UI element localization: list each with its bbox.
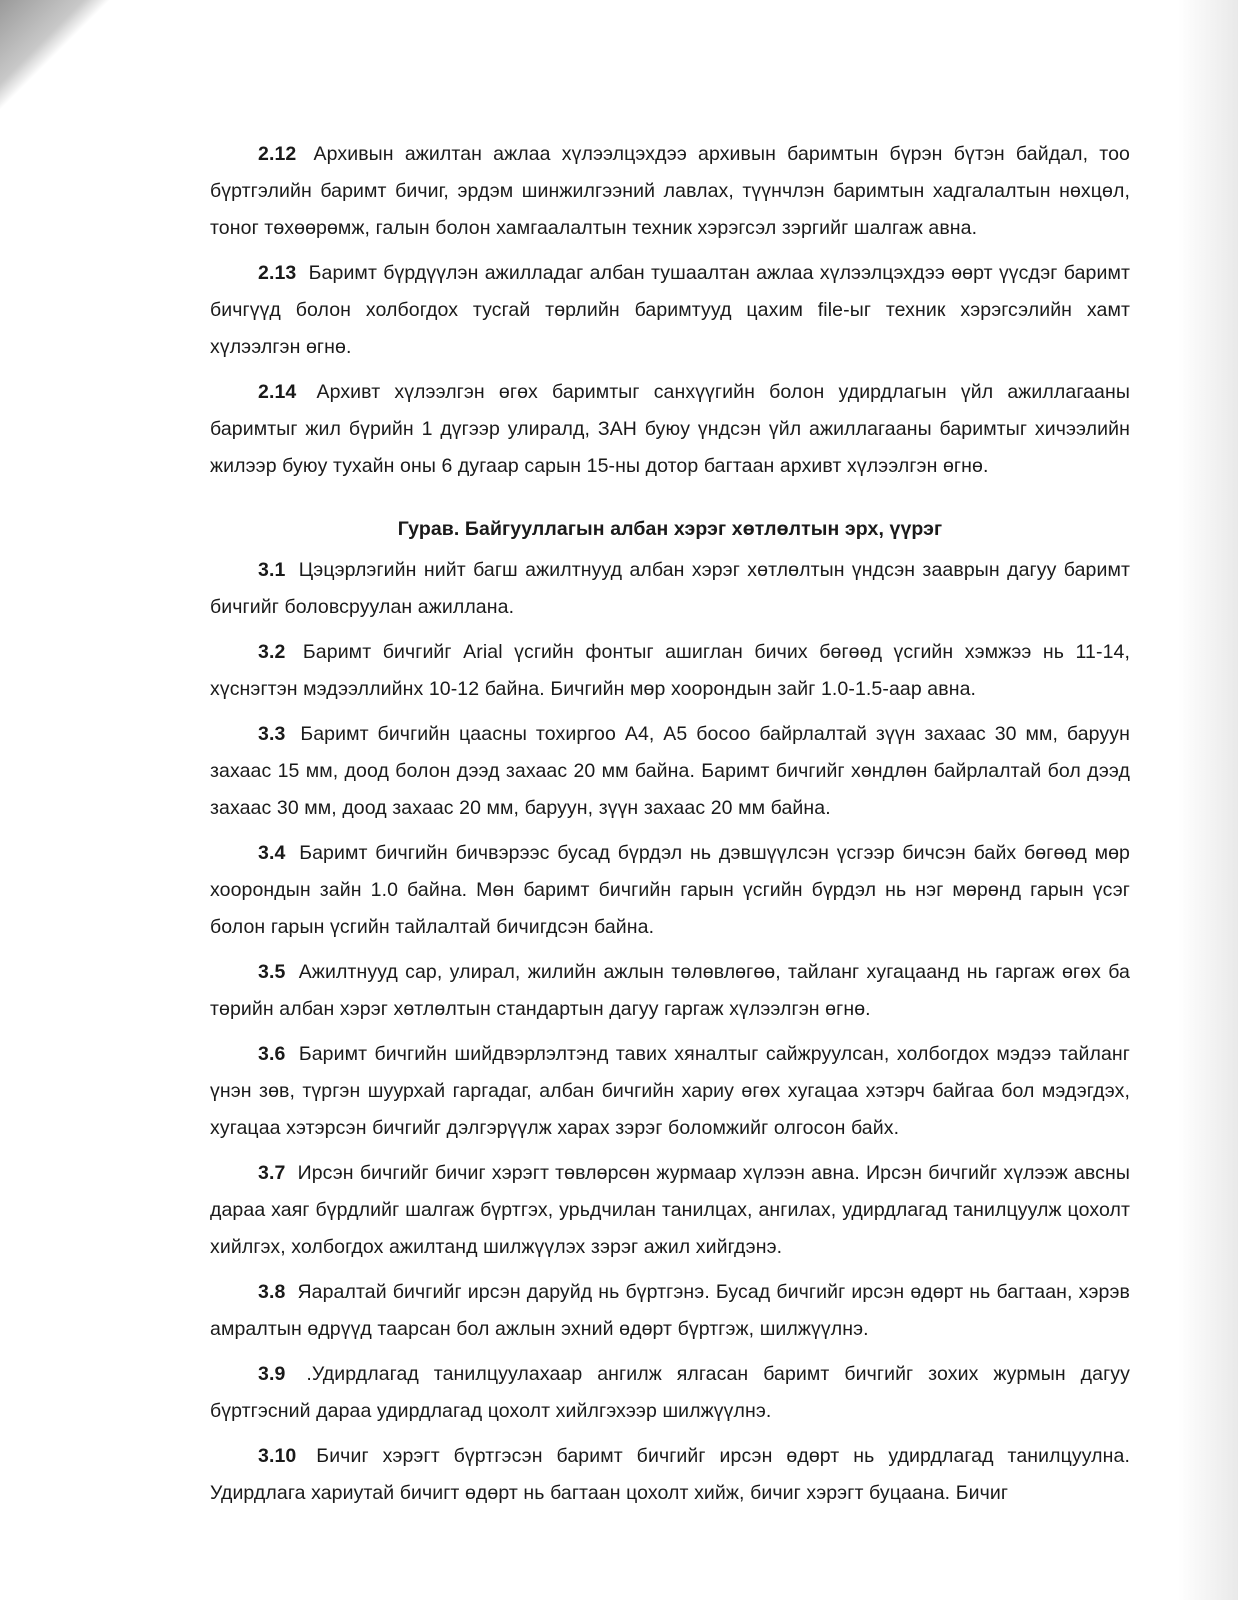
paragraph-2-13 (210, 255, 1130, 366)
paragraph-text: Ажилтнууд сар, улирал, жилийн ажлын төлөвлөгөө, тайланг хугацаанд нь гаргаж өгөх ба төрийн албан хэрэг хөтлөлтын стандартын дагуу гаргаж хүлээлгэн өгнө. (210, 961, 1130, 1020)
paragraph-text: .Удирдлагад танилцуулахаар ангилж ялгасан баримт бичгийг зохих журмын дагуу бүртгэсний дараа удирдлагад цохолт хийлгэхээр шилжүүлнэ. (210, 1363, 1130, 1422)
paragraph-text: Ирсэн бичгийг бичиг хэрэгт төвлөрсөн журмаар хүлээн авна. Ирсэн бичгийг хүлээж авсны дараа хаяг бүрдлийг шалгаж бүртгэх, урьдчилан танилцах, ангилах, удирдлагад танилцуулж цохолт хийлгэх, холбогдох ажилтанд шилжүүлэх зэрэг ажил хийгдэнэ. (210, 1162, 1130, 1258)
paragraph-number: 3.7 (258, 1162, 286, 1184)
paragraph-number: 3.2 (258, 641, 286, 663)
paragraph-number: 3.1 (258, 559, 286, 581)
paragraph-3-2 (210, 634, 1130, 708)
paragraph-number: 3.10 (258, 1445, 297, 1467)
document-body (210, 136, 1130, 1520)
paragraph-number: 3.4 (258, 842, 286, 864)
paragraph-number: 2.14 (258, 381, 297, 403)
paragraph-text: Архивт хүлээлгэн өгөх баримтыг санхүүгийн болон удирдлагын үйл ажиллагааны баримтыг жил бүрийн 1 дүгээр улиралд, ЗАН буюу үндсэн үйл ажиллагааны баримтыг хичээлийн жилээр буюу тухайн оны 6 дугаар сарын 15-ны дотор багтаан архивт хүлээлгэн өгнө. (210, 381, 1130, 477)
scan-edge-shade (1178, 0, 1238, 1600)
paragraph-number: 3.9 (258, 1363, 286, 1385)
paragraph-number: 3.6 (258, 1043, 286, 1065)
paragraph-text: Баримт бичгийн бичвэрээс бусад бүрдэл нь дэвшүүлсэн үсгээр бичсэн байх бөгөөд мөр хоорондын зайн 1.0 байна. Мөн баримт бичгийн гарын үсгийн бүрдэл нь нэг мөрөнд гарын үсэг болон гарын үсгийн тайлалтай бичигдсэн байна. (210, 842, 1130, 938)
paragraph-number: 2.12 (258, 143, 297, 165)
paragraph-number: 3.5 (258, 961, 286, 983)
paragraph-text: Яаралтай бичгийг ирсэн даруйд нь бүртгэнэ. Бусад бичгийг ирсэн өдөрт нь багтаан, хэрэв амралтын өдрүүд таарсан бол ажлын эхний өдөрт бүртгэж, шилжүүлнэ. (210, 1281, 1130, 1340)
paragraph-text: Цэцэрлэгийн нийт багш ажилтнууд албан хэрэг хөтлөлтын үндсэн зааврын дагуу баримт бичгийг боловсруулан ажиллана. (210, 559, 1130, 618)
folded-corner (0, 0, 110, 110)
paragraph-text: Баримт бичгийн цаасны тохиргоо А4, А5 босоо байрлалтай зүүн захаас 30 мм, баруун захаас 15 мм, доод болон дээд захаас 20 мм байна. Баримт бичгийг хөндлөн байрлалтай бол дээд захаас 30 мм, доод захаас 20 мм, баруун, зүүн захаас 20 мм байна. (210, 723, 1130, 819)
paragraph-text: Баримт бичгийн шийдвэрлэлтэнд тавих хяналтыг сайжруулсан, холбогдох мэдээ тайланг үнэн зөв, түргэн шуурхай гаргадаг, албан бичгийн хариу өгөх хугацаа хэтэрч байгаа бол мэдэгдэх, хугацаа хэтэрсэн бичгийг дэлгэрүүлж харах зэрэг боломжийг олгосон байх. (210, 1043, 1130, 1139)
paragraph-text: Баримт бичгийг Arial үсгийн фонтыг ашиглан бичих бөгөөд үсгийн хэмжээ нь 11-14, хүснэгтэн мэдээллийнх 10-12 байна. Бичгийн мөр хоорондын зайг 1.0-1.5-аар авна. (210, 641, 1130, 700)
paragraph-3-7 (210, 1155, 1130, 1266)
paragraph-3-5 (210, 954, 1130, 1028)
paragraph-number: 3.3 (258, 723, 286, 745)
paragraph-number: 2.13 (258, 262, 297, 284)
paragraph-3-3 (210, 716, 1130, 827)
paragraph-number: 3.8 (258, 1281, 286, 1303)
paragraph-2-14 (210, 374, 1130, 485)
paragraph-text: Бичиг хэрэгт бүртгэсэн баримт бичгийг ирсэн өдөрт нь удирдлагад танилцуулна. Удирдлага хариутай бичигт өдөрт нь багтаан цохолт хийж, бичиг хэрэгт буцаана. Бичиг (210, 1445, 1130, 1504)
paragraph-3-9 (210, 1356, 1130, 1430)
section-heading: Гурав. Байгууллагын албан хэрэг хөтлөлтын эрх, үүрэг (397, 518, 943, 540)
paragraph-3-10 (210, 1438, 1130, 1512)
paragraph-2-12 (210, 136, 1130, 247)
paragraph-3-8 (210, 1274, 1130, 1348)
paragraph-3-4 (210, 835, 1130, 946)
paragraph-3-1 (210, 552, 1130, 626)
paragraph-3-6 (210, 1036, 1130, 1147)
paragraph-text: Архивын ажилтан ажлаа хүлээлцэхдээ архивын баримтын бүрэн бүтэн байдал, тоо бүртгэлийн баримт бичиг, эрдэм шинжилгээний лавлах, түүнчлэн баримтын хадгалалтын нөхцөл, тоног төхөөрөмж, галын болон хамгаалалтын техник хэрэгсэл зэргийг шалгаж авна. (210, 143, 1130, 239)
paragraph-text: Баримт бүрдүүлэн ажилладаг албан тушаалтан ажлаа хүлээлцэхдээ өөрт үүсдэг баримт бичгүүд болон холбогдох тусгай төрлийн баримтууд цахим file-ыг техник хэрэгсэлийн хамт хүлээлгэн өгнө. (210, 262, 1130, 358)
